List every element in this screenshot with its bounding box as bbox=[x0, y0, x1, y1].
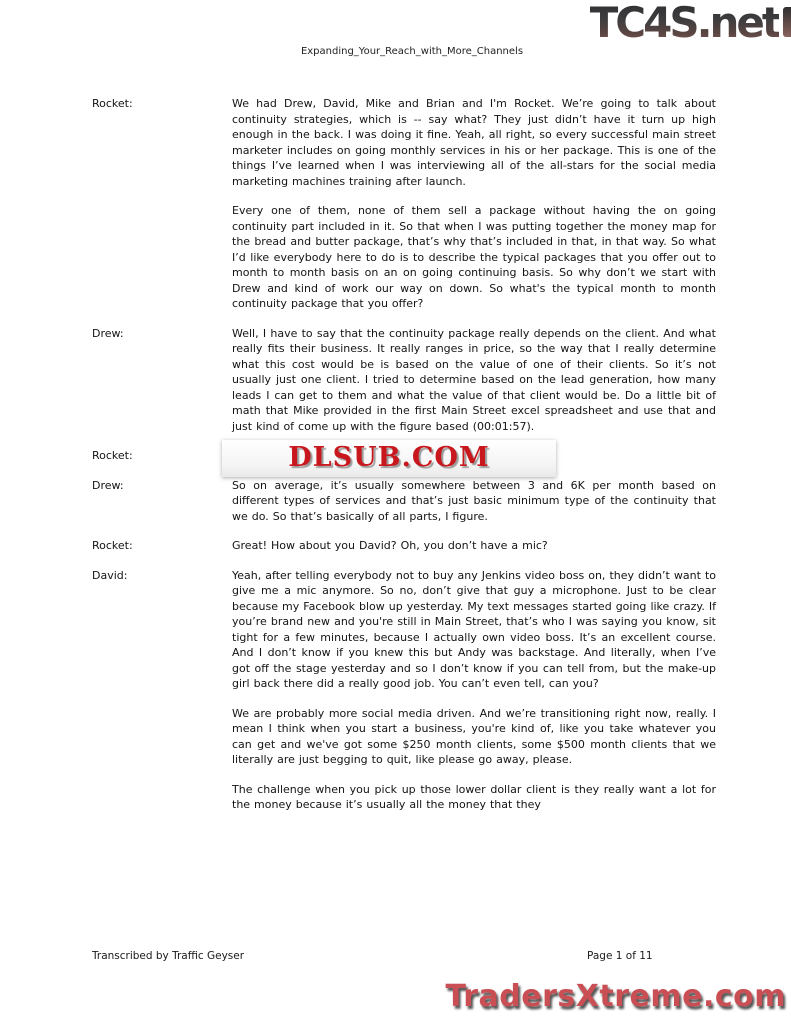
speaker-label: David: bbox=[92, 568, 128, 582]
speaker-label-empty bbox=[92, 782, 232, 813]
paragraph: Every one of them, none of them sell a package without having the on going continuity part included in it. So that when I was putting together the money map for the bread and butter package, that’s why that’s included in that, in that way. So what I’d like everybody here to do is to describe the typical packages that you offer out to month to month basis on an on going continuing basis. So why don’t we start with Drew and kind of work our way on down. So what's the typical month to month continuity package that you offer? bbox=[232, 204, 716, 310]
dlsub-watermark: DLSUB.COM bbox=[222, 440, 556, 477]
speaker-label: Rocket: bbox=[92, 539, 133, 552]
paragraph: We had Drew, David, Mike and Brian and I'm Rocket. We’re going to talk about continuity strategies, which is -- say what? They just didn’t have it turn up high enough in the back. I was doing it fine. Yeah, all right, so every successful main street marketer includes on going monthly services in his or her package. This is one of the things I’ve learned when I was interviewing all of the all-stars for the social media marketing machines training after launch. bbox=[232, 97, 716, 188]
footer-page-number: Page 1 of 11 bbox=[587, 950, 653, 962]
transcript-row bbox=[92, 326, 716, 435]
transcript-row bbox=[92, 96, 716, 189]
paragraph: The challenge when you pick up those lower dollar client is they really want a lot for the money because it’s usually all the money that they bbox=[232, 782, 716, 811]
transcript-row bbox=[92, 442, 716, 473]
tc4s-logo: TC4S.net bbox=[589, 0, 779, 47]
transcript-row bbox=[92, 782, 716, 813]
transcript-row bbox=[92, 478, 716, 525]
paragraph: Yeah, after telling everybody not to buy any Jenkins video boss on, they didn’t want to give me a mic anymore. So no, don’t give that guy a microphone. Just to be clear because my Facebook blow up yesterday. My text messages started going like crazy. If you’re brand new and you're still in Main Street, that’s who I was saying you know, sit tight for a few minutes, because I actually own video boss. It’s an excellent course. And I don’t know if you knew this but Andy was backstage. And literally, when I’ve got off the stage yesterday and so I don’t know if you can tell from, but the make-up girl back there did a really good job. You can’t even tell, can you? bbox=[232, 568, 716, 690]
paragraph: Well, I have to say that the continuity package really depends on the client. And what really fits their business. It really ranges in price, so the way that I really determine what this cost would be is based on the value of one of their clients. So it’s not usually just one client. I tried to determine based on the lead generation, how many leads I can get to them and what the value of that client would be. Do a little bit of math that Mike provided in the first Main Street excel spreadsheet and use that and just kind of come up with the figure based (00:01:57). bbox=[232, 326, 716, 433]
paragraph: So on average, it’s usually somewhere between 3 and 6K per month based on different types of services and that’s just basic minimum type of the continuity that we do. So that’s basically of all parts, I figure. bbox=[232, 478, 716, 523]
speaker-label: Drew: bbox=[92, 478, 124, 492]
transcript-row bbox=[92, 538, 716, 554]
page-title: Expanding_Your_Reach_with_More_Channels bbox=[300, 46, 524, 57]
paragraph: Great! How about you David? Oh, you don’t have a mic? bbox=[232, 539, 548, 552]
transcript-row bbox=[92, 706, 716, 768]
tradersxtreme-logo: TradersXtreme.com bbox=[445, 979, 786, 1014]
transcript bbox=[92, 96, 716, 827]
speaker-label: Drew: bbox=[92, 326, 124, 340]
page-footer bbox=[92, 950, 732, 962]
speaker-label: Rocket: bbox=[92, 97, 133, 110]
transcript-row bbox=[92, 203, 716, 312]
transcript-row bbox=[92, 568, 716, 692]
footer-transcriber: Transcribed by Traffic Geyser bbox=[92, 950, 245, 962]
paragraph: We are probably more social media driven. And we’re transitioning right now, really. I mean I think when you start a business, you're kind of, like you take whatever you can get and we've got some $250 month clients, some $500 month clients that we literally are just begging to quit, like please go away, please. bbox=[232, 706, 716, 766]
speaker-label-empty bbox=[92, 706, 232, 768]
speaker-label: Rocket: bbox=[92, 449, 133, 462]
logo-corner-fragment bbox=[783, 7, 791, 37]
speaker-label-empty bbox=[92, 203, 232, 312]
